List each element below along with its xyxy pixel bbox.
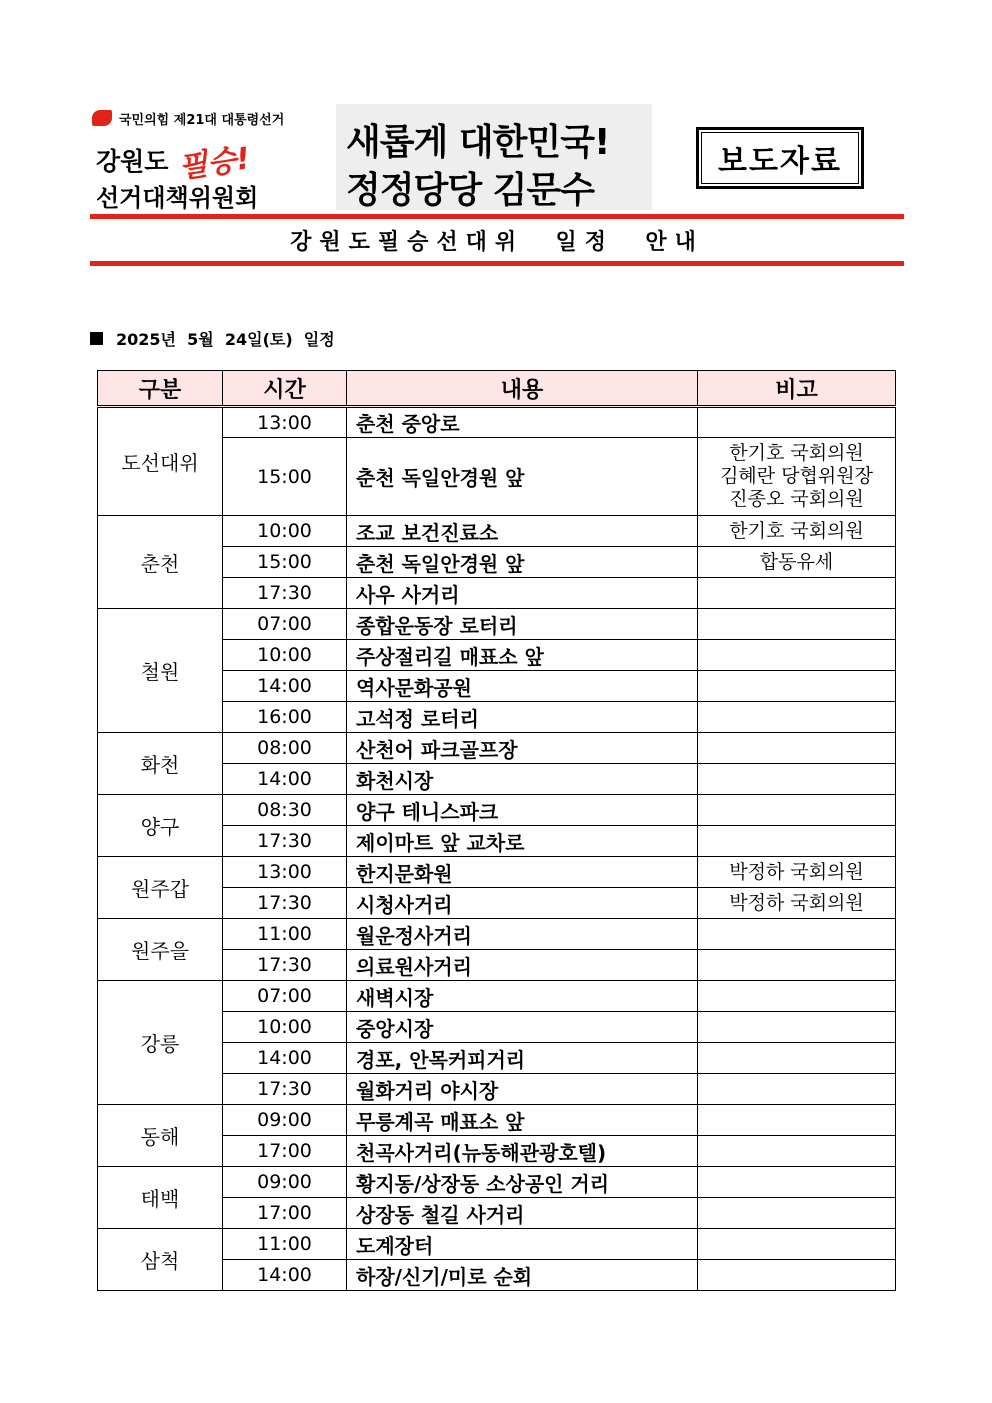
time-cell: 10:00: [223, 516, 347, 547]
region-cell: 삼척: [98, 1229, 223, 1291]
time-cell: 17:30: [223, 826, 347, 857]
time-cell: 10:00: [223, 640, 347, 671]
content-cell: 한지문화원: [347, 857, 698, 888]
schedule-table-body: [98, 407, 896, 1291]
time-cell: 13:00: [223, 857, 347, 888]
region-cell: 화천: [98, 733, 223, 795]
table-row: [98, 919, 896, 950]
content-cell: 무릉계곡 매표소 앞: [347, 1105, 698, 1136]
content-cell: 도계장터: [347, 1229, 698, 1260]
time-cell: 17:30: [223, 578, 347, 609]
note-line: 박정하 국회의원: [729, 891, 864, 914]
note-cell: [698, 547, 896, 578]
note-cell: [698, 407, 896, 438]
content-cell: 제이마트 앞 교차로: [347, 826, 698, 857]
note-cell: [698, 516, 896, 547]
table-row: [98, 733, 896, 764]
logo-region-row: [96, 140, 253, 186]
region-cell: 춘천: [98, 516, 223, 609]
content-cell: 천곡사거리(뉴동해관광호텔): [347, 1136, 698, 1167]
header-content: 내용: [347, 371, 698, 407]
content-cell: 경포, 안목커피거리: [347, 1043, 698, 1074]
time-cell: 09:00: [223, 1105, 347, 1136]
press-release-label: 보도자료: [718, 144, 842, 179]
note-cell: [698, 1229, 896, 1260]
headline-top-rule: [90, 214, 904, 219]
time-cell: 08:30: [223, 795, 347, 826]
table-row: [98, 1167, 896, 1198]
note-line: 합동유세: [759, 550, 834, 573]
note-cell: [698, 795, 896, 826]
time-cell: 11:00: [223, 919, 347, 950]
note-cell: [698, 1074, 896, 1105]
note-line: 한기호 국회의원: [729, 442, 864, 464]
region-cell: 강릉: [98, 981, 223, 1105]
header-region: 구분: [98, 371, 223, 407]
content-cell: 양구 테니스파크: [347, 795, 698, 826]
region-cell: 동해: [98, 1105, 223, 1167]
table-row: [98, 795, 896, 826]
time-cell: 07:00: [223, 609, 347, 640]
note-cell: [698, 609, 896, 640]
note-line: 박정하 국회의원: [729, 860, 864, 883]
time-cell: 15:00: [223, 547, 347, 578]
content-cell: 월화거리 야시장: [347, 1074, 698, 1105]
note-cell: [698, 1105, 896, 1136]
content-cell: 춘천 독일안경원 앞: [347, 438, 698, 516]
table-row: [98, 857, 896, 888]
note-cell: [698, 826, 896, 857]
headline-bottom-rule: [90, 261, 904, 266]
logo-top-text: 국민의힘 제21대 대통령선거: [119, 112, 285, 128]
schedule-date-row: [90, 323, 335, 353]
table-row: [98, 981, 896, 1012]
content-cell: 조교 보건진료소: [347, 516, 698, 547]
region-cell: 태백: [98, 1167, 223, 1229]
table-header-row: [98, 371, 896, 407]
time-cell: 14:00: [223, 1260, 347, 1291]
note-cell: [698, 1260, 896, 1291]
header-note: 비고: [698, 371, 896, 407]
time-cell: 11:00: [223, 1229, 347, 1260]
campaign-slogan-banner: [336, 104, 652, 210]
note-line: 김혜란 당협위원장: [720, 465, 873, 487]
time-cell: 13:00: [223, 407, 347, 438]
headline-bar: [90, 221, 904, 259]
content-cell: 사우 사거리: [347, 578, 698, 609]
time-cell: 17:30: [223, 888, 347, 919]
table-row: [98, 609, 896, 640]
note-cell: [698, 438, 896, 516]
logo-region: 강원도: [96, 147, 169, 176]
content-cell: 산천어 파크골프장: [347, 733, 698, 764]
note-cell: [698, 671, 896, 702]
note-cell: [698, 888, 896, 919]
note-cell: [698, 1198, 896, 1229]
content-cell: 중앙시장: [347, 1012, 698, 1043]
content-cell: 춘천 독일안경원 앞: [347, 547, 698, 578]
schedule-table: [97, 370, 896, 1291]
content-cell: 황지동/상장동 소상공인 거리: [347, 1167, 698, 1198]
note-cell: [698, 578, 896, 609]
time-cell: 14:00: [223, 1043, 347, 1074]
note-cell: [698, 764, 896, 795]
region-cell: 양구: [98, 795, 223, 857]
note-cell: [698, 733, 896, 764]
note-cell: [698, 950, 896, 981]
note-cell: [698, 857, 896, 888]
content-cell: 월운정사거리: [347, 919, 698, 950]
content-cell: 의료원사거리: [347, 950, 698, 981]
table-row: [98, 516, 896, 547]
time-cell: 10:00: [223, 1012, 347, 1043]
note-line: 진종오 국회의원: [729, 488, 864, 510]
note-cell: [698, 702, 896, 733]
header-time: 시간: [223, 371, 347, 407]
table-row: [98, 1105, 896, 1136]
time-cell: 17:00: [223, 1136, 347, 1167]
schedule-date: 2025년 5월 24일(토) 일정: [116, 329, 335, 349]
campaign-slogan-line-2: 정정당당 김문수: [346, 170, 594, 211]
content-cell: 춘천 중앙로: [347, 407, 698, 438]
note-cell: [698, 1136, 896, 1167]
time-cell: 16:00: [223, 702, 347, 733]
time-cell: 14:00: [223, 764, 347, 795]
time-cell: 08:00: [223, 733, 347, 764]
table-row: [98, 407, 896, 438]
region-cell: 원주을: [98, 919, 223, 981]
time-cell: 17:30: [223, 1074, 347, 1105]
logo-top-row: [92, 106, 284, 130]
content-cell: 종합운동장 로터리: [347, 609, 698, 640]
note-line: 한기호 국회의원: [729, 519, 864, 542]
party-mark-icon: [92, 110, 112, 126]
content-cell: 하장/신기/미로 순회: [347, 1260, 698, 1291]
note-cell: [698, 1167, 896, 1198]
time-cell: 09:00: [223, 1167, 347, 1198]
region-cell: 원주갑: [98, 857, 223, 919]
note-cell: [698, 1043, 896, 1074]
headline-title: 강원도필승선대위 일정 안내: [290, 229, 704, 255]
logo-slogan: 필승!: [176, 141, 253, 186]
content-cell: 고석정 로터리: [347, 702, 698, 733]
content-cell: 역사문화공원: [347, 671, 698, 702]
note-cell: [698, 640, 896, 671]
content-cell: 시청사거리: [347, 888, 698, 919]
content-cell: 화천시장: [347, 764, 698, 795]
party-logo: [92, 106, 328, 210]
content-cell: 주상절리길 매표소 앞: [347, 640, 698, 671]
region-cell: 도선대위: [98, 407, 223, 516]
time-cell: 17:00: [223, 1198, 347, 1229]
press-release-label-box: [696, 127, 864, 189]
content-cell: 새벽시장: [347, 981, 698, 1012]
logo-committee: 선거대책위원회: [96, 184, 259, 212]
region-cell: 철원: [98, 609, 223, 733]
bullet-square-icon: [90, 332, 103, 345]
note-cell: [698, 1012, 896, 1043]
table-row: [98, 1229, 896, 1260]
note-cell: [698, 981, 896, 1012]
campaign-slogan-line-1: 새롭게 대한민국!: [346, 122, 610, 163]
time-cell: 14:00: [223, 671, 347, 702]
content-cell: 상장동 철길 사거리: [347, 1198, 698, 1229]
time-cell: 15:00: [223, 438, 347, 516]
note-cell: [698, 919, 896, 950]
time-cell: 07:00: [223, 981, 347, 1012]
time-cell: 17:30: [223, 950, 347, 981]
